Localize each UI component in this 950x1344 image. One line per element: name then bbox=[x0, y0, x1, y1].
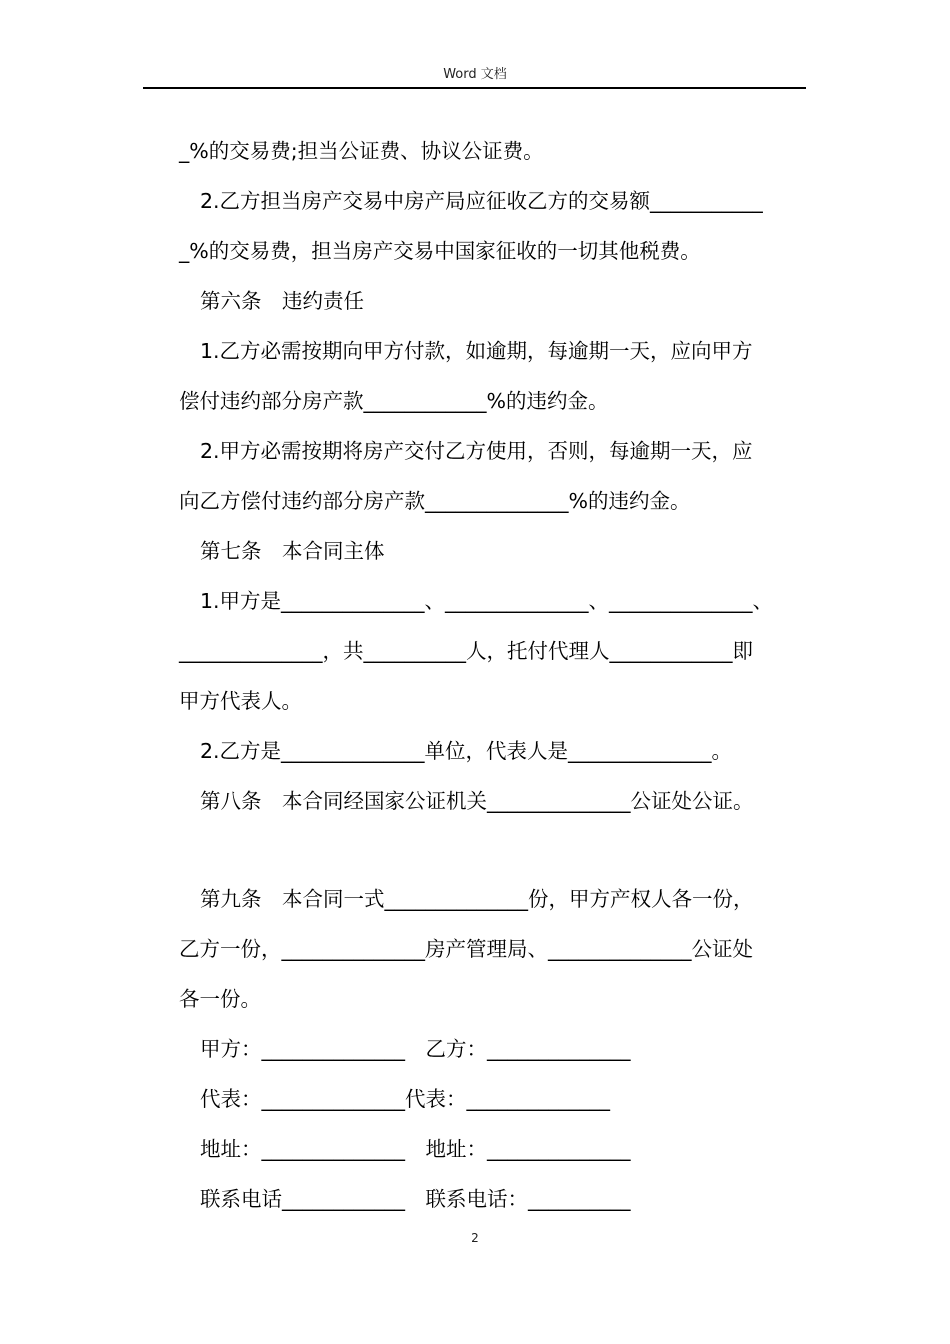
header-divider bbox=[143, 87, 806, 89]
signature-line: 联系电话____________ 联系电话：__________ bbox=[200, 1187, 631, 1211]
text-line: 2.甲方必需按期将房产交付乙方使用，否则，每逾期一天，应 bbox=[200, 439, 753, 463]
text-line: _%的交易费，担当房产交易中国家征收的一切其他税费。 bbox=[179, 239, 701, 263]
text-line: 乙方一份，______________房产管理局、______________公证处 bbox=[179, 937, 753, 961]
text-line: 甲方代表人。 bbox=[179, 689, 302, 713]
text-line: ______________，共__________人，托付代理人____________即 bbox=[179, 639, 753, 663]
section-heading: 第九条 本合同一式______________份，甲方产权人各一份， bbox=[200, 887, 754, 911]
text-line: 1.乙方必需按期向甲方付款，如逾期，每逾期一天，应向甲方 bbox=[200, 339, 753, 363]
header-title: Word 文档 bbox=[443, 67, 507, 82]
section-heading: 第七条 本合同主体 bbox=[200, 539, 385, 563]
text-line: 2.乙方担当房产交易中房产局应征收乙方的交易额___________ bbox=[200, 189, 763, 213]
text-line: 各一份。 bbox=[179, 987, 261, 1011]
text-line: 1.甲方是______________、______________、______________、 bbox=[200, 589, 774, 613]
section-heading: 第八条 本合同经国家公证机关______________公证处公证。 bbox=[200, 789, 754, 813]
signature-line: 地址：______________ 地址：______________ bbox=[200, 1137, 631, 1161]
text-line: _%的交易费;担当公证费、协议公证费。 bbox=[179, 139, 544, 163]
text-line: 向乙方偿付违约部分房产款______________%的违约金。 bbox=[179, 489, 691, 513]
text-line: 偿付违约部分房产款____________%的违约金。 bbox=[179, 389, 609, 413]
signature-line: 代表：______________代表：______________ bbox=[200, 1087, 610, 1111]
text-line: 2.乙方是______________单位，代表人是______________。 bbox=[200, 739, 733, 763]
section-heading: 第六条 违约责任 bbox=[200, 289, 364, 313]
page-number: 2 bbox=[471, 1231, 479, 1245]
signature-line: 甲方：______________ 乙方：______________ bbox=[200, 1037, 631, 1061]
